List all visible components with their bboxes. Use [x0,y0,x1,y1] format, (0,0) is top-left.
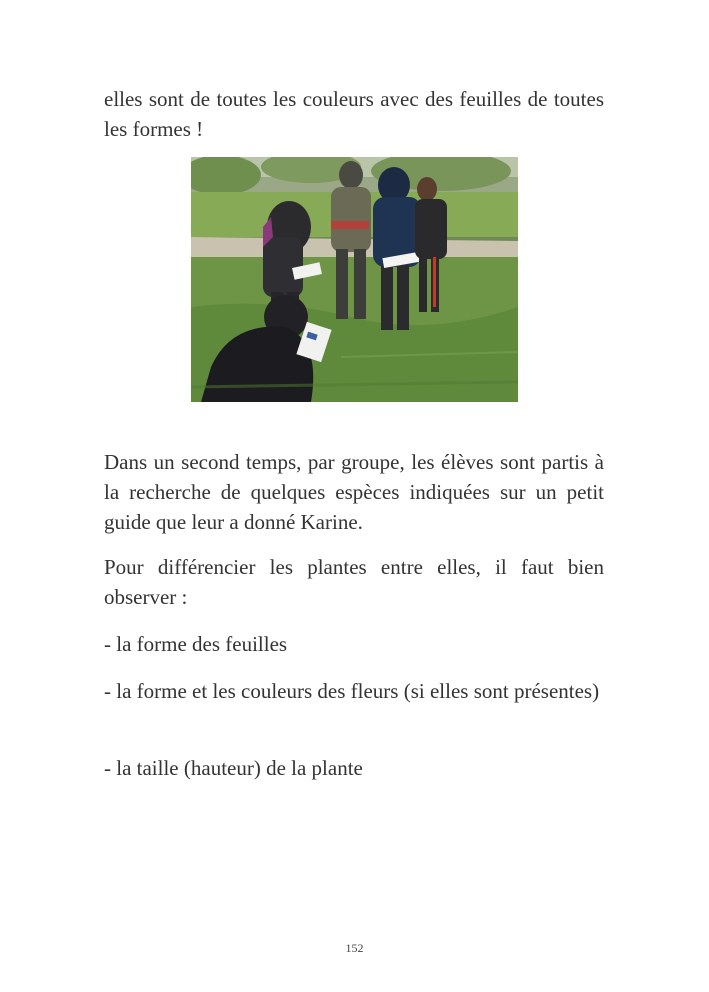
list-item-flower-shape-colors: - la forme et les couleurs des fleurs (si elles sont présentes) [104,679,600,703]
photo-students-meadow [191,157,518,402]
paragraph-observe: Pour différencier les plantes entre elles, il faut bien observer : [104,555,604,609]
paragraph-intro-end: elles sont de toutes les couleurs avec des feuilles de toutes les formes ! [104,87,604,141]
photo-illustration [191,157,518,402]
list-item-leaf-shape: - la forme des feuilles [104,632,288,656]
list-item-plant-size: - la taille (hauteur) de la plante [104,756,363,780]
paragraph-second-time: Dans un second temps, par groupe, les élèves sont partis à la recherche de quelques espèces indiquées sur un petit guide que leur a donné Karine. [104,450,604,534]
page-number: 152 [345,941,364,955]
